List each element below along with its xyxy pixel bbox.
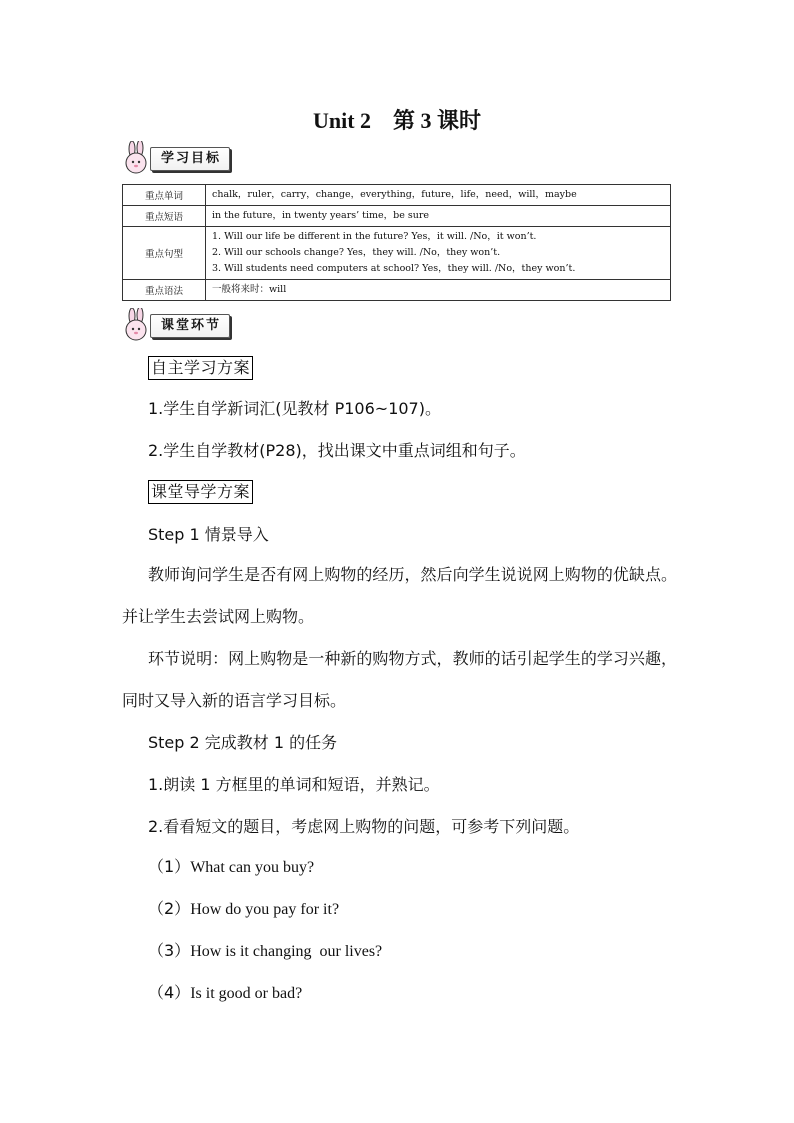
question-text: Is it good or bad? — [190, 985, 303, 1002]
self-study-item-2: 2.学生自学教材(P28)，找出课文中重点词组和句子。 — [148, 441, 526, 460]
class-session-badge — [120, 313, 230, 339]
question-1 — [148, 856, 314, 879]
table-row — [123, 227, 671, 280]
table-row — [123, 280, 671, 301]
row-key: 重点短语 — [123, 206, 206, 227]
goals-table — [122, 184, 671, 301]
row-value: 一般将来时：will — [206, 280, 671, 301]
row-value — [206, 227, 671, 280]
row-value: in the future，in twenty years’ time，be sure — [206, 206, 671, 227]
learning-goals-label: 学习目标 — [150, 147, 230, 171]
guided-study-heading: 课堂导学方案 — [148, 480, 253, 504]
question-number: （1） — [148, 857, 191, 876]
step2-item-2: 2.看看短文的题目，考虑网上购物的问题，可参考下列问题。 — [148, 817, 580, 836]
step2-title: Step 2 完成教材 1 的任务 — [148, 733, 338, 752]
sentence-line: 3. Will students need computers at school? Yes，they will. /No，they won’t. — [212, 263, 576, 274]
row-value: chalk，ruler，carry，change，everything，future，life，need，will，maybe — [206, 185, 671, 206]
self-study-heading: 自主学习方案 — [148, 356, 253, 380]
table-row — [123, 206, 671, 227]
step1-paragraph: 教师询问学生是否有网上购物的经历，然后向学生说说网上购物的优缺点。并让学生去尝试网上购物。 — [122, 565, 677, 626]
question-text: What can you buy? — [190, 859, 315, 876]
question-number: （2） — [148, 899, 191, 918]
bunny-icon — [120, 308, 156, 344]
step2-item-1: 1.朗读 1 方框里的单词和短语，并熟记。 — [148, 775, 440, 794]
learning-goals-badge — [120, 146, 230, 172]
step1-note: 环节说明：网上购物是一种新的购物方式，教师的话引起学生的学习兴趣，同时又导入新的语言学习目标。 — [122, 649, 677, 710]
self-study-item-1: 1.学生自学新词汇(见教材 P106~107)。 — [148, 399, 441, 418]
page-title: Unit 2 第 3 课时 — [312, 108, 482, 133]
bunny-icon — [120, 141, 156, 177]
question-text: How do you pay for it? — [190, 901, 340, 918]
question-2 — [148, 898, 339, 921]
class-session-label: 课堂环节 — [150, 314, 230, 338]
step1-title: Step 1 情景导入 — [148, 525, 269, 544]
row-key: 重点单词 — [123, 185, 206, 206]
table-row — [123, 185, 671, 206]
row-key: 重点句型 — [123, 227, 206, 280]
question-number: （3） — [148, 941, 191, 960]
question-4 — [148, 982, 302, 1005]
row-key: 重点语法 — [123, 280, 206, 301]
question-3 — [148, 940, 382, 963]
sentence-line: 1. Will our life be different in the future? Yes，it will. /No，it won’t. — [212, 231, 537, 242]
question-number: （4） — [148, 983, 191, 1002]
question-text: How is it changing our lives? — [190, 943, 383, 960]
sentence-line: 2. Will our schools change? Yes，they will. /No，they won’t. — [212, 247, 501, 258]
